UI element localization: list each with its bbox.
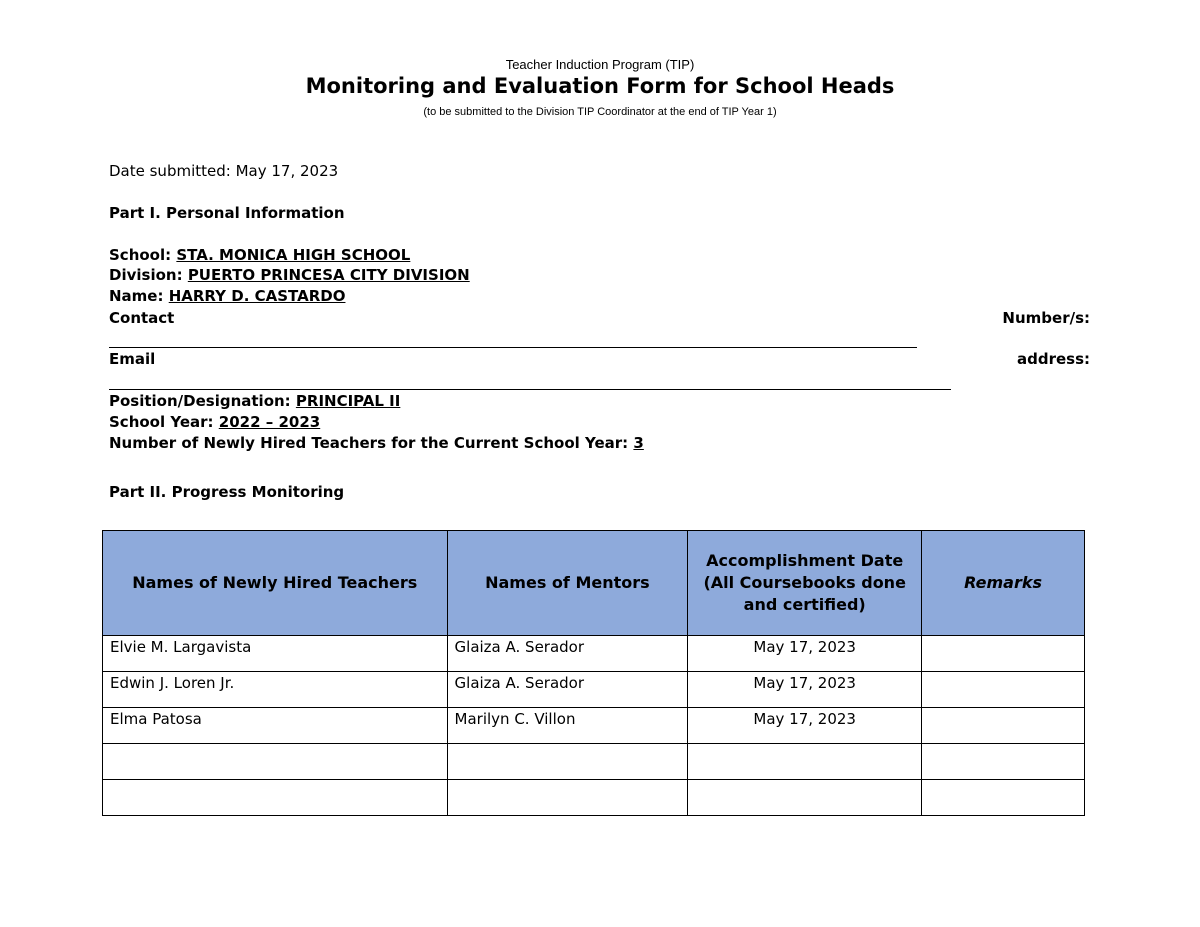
progress-monitoring-table	[102, 530, 1085, 816]
newly-hired-value: 3	[633, 434, 644, 452]
email-blank-line	[109, 389, 951, 390]
table-row	[103, 708, 1085, 744]
col-remarks: Remarks	[922, 531, 1085, 636]
newly-hired-count-line	[109, 433, 644, 453]
accomplishment-date-cell: May 17, 2023	[688, 672, 922, 708]
accomplishment-date-cell	[688, 780, 922, 816]
col-newly-hired-teachers: Names of Newly Hired Teachers	[103, 531, 448, 636]
division-label: Division:	[109, 266, 183, 284]
school-value: STA. MONICA HIGH SCHOOL	[176, 246, 411, 264]
remarks-cell	[922, 744, 1085, 780]
remarks-cell	[922, 780, 1085, 816]
mentor-name-cell	[447, 780, 688, 816]
email-label: Email	[109, 350, 156, 368]
school-year-label: School Year:	[109, 413, 214, 431]
date-submitted: Date submitted: May 17, 2023	[109, 162, 339, 180]
table-row	[103, 780, 1085, 816]
teacher-name-cell: Elma Patosa	[103, 708, 448, 744]
teacher-name-cell	[103, 744, 448, 780]
name-label: Name:	[109, 287, 164, 305]
contact-number-label: Number/s:	[1002, 309, 1090, 327]
newly-hired-label: Number of Newly Hired Teachers for the Current School Year:	[109, 434, 629, 452]
col-mentors: Names of Mentors	[447, 531, 688, 636]
school-year-value: 2022 – 2023	[218, 413, 321, 431]
submission-note: (to be submitted to the Division TIP Coordinator at the end of TIP Year 1)	[423, 106, 777, 118]
program-name: Teacher Induction Program (TIP)	[505, 57, 695, 72]
school-line	[109, 245, 410, 265]
table-row	[103, 636, 1085, 672]
division-line	[109, 265, 470, 285]
teacher-name-cell	[103, 780, 448, 816]
form-title: Monitoring and Evaluation Form for School Heads	[305, 74, 895, 98]
name-line	[109, 286, 345, 306]
division-value: PUERTO PRINCESA CITY DIVISION	[187, 266, 470, 284]
part2-heading: Part II. Progress Monitoring	[109, 483, 345, 501]
school-label: School:	[109, 246, 172, 264]
remarks-cell	[922, 636, 1085, 672]
teacher-name-cell: Elvie M. Largavista	[103, 636, 448, 672]
mentor-name-cell: Glaiza A. Serador	[447, 672, 688, 708]
table-row	[103, 744, 1085, 780]
contact-blank-line	[109, 347, 917, 348]
position-line	[109, 391, 400, 411]
table-row	[103, 672, 1085, 708]
remarks-cell	[922, 672, 1085, 708]
teacher-name-cell: Edwin J. Loren Jr.	[103, 672, 448, 708]
col-accomplishment-date: Accomplishment Date (All Coursebooks done and certified)	[688, 531, 922, 636]
remarks-cell	[922, 708, 1085, 744]
name-value: HARRY D. CASTARDO	[168, 287, 346, 305]
position-value: PRINCIPAL II	[295, 392, 401, 410]
accomplishment-date-cell	[688, 744, 922, 780]
position-label: Position/Designation:	[109, 392, 291, 410]
contact-label: Contact	[109, 309, 175, 327]
part1-heading: Part I. Personal Information	[109, 204, 345, 222]
mentor-name-cell: Marilyn C. Villon	[447, 708, 688, 744]
accomplishment-date-cell: May 17, 2023	[688, 708, 922, 744]
email-address-label: address:	[1016, 350, 1090, 368]
accomplishment-date-cell: May 17, 2023	[688, 636, 922, 672]
mentor-name-cell	[447, 744, 688, 780]
school-year-line	[109, 412, 320, 432]
mentor-name-cell: Glaiza A. Serador	[447, 636, 688, 672]
table-header-row	[103, 531, 1085, 636]
